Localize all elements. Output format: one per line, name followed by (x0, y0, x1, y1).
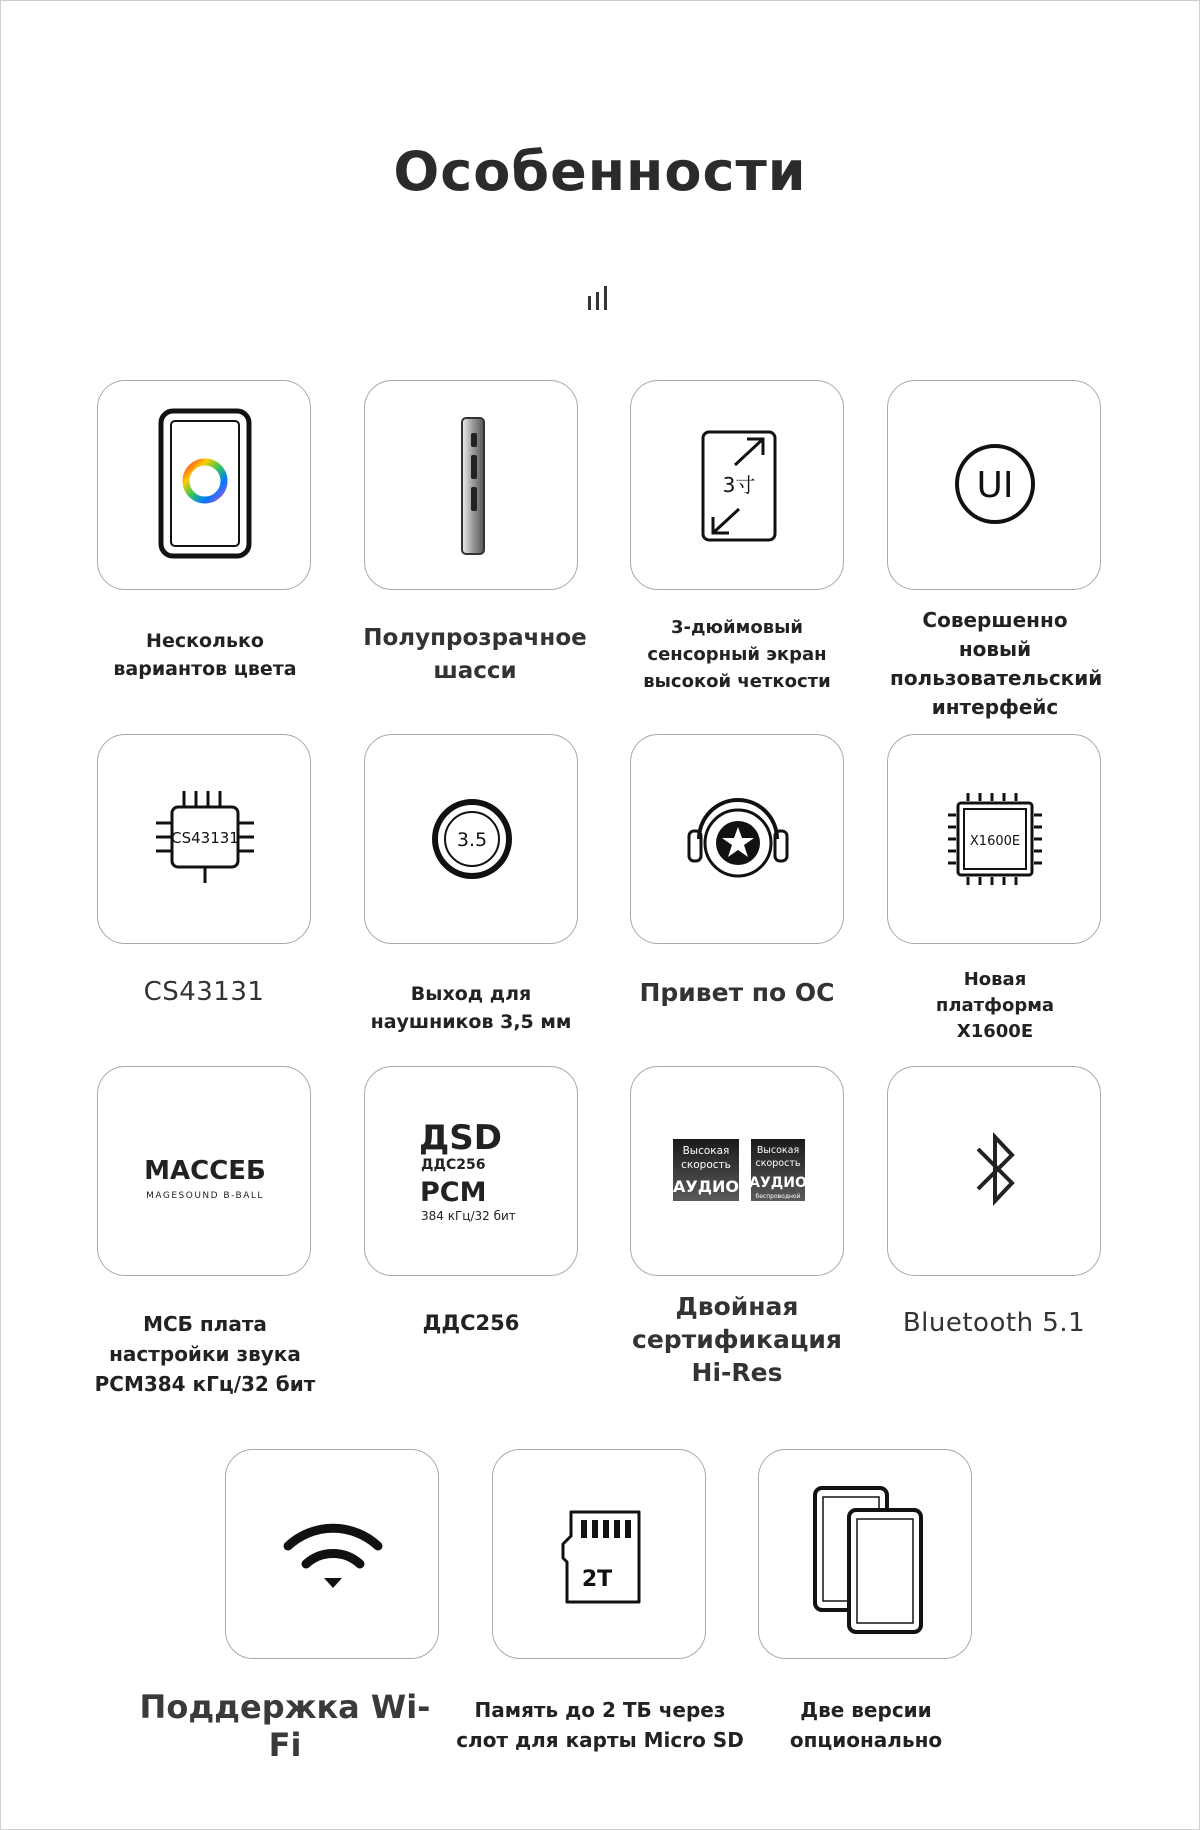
hires-badge-2-line2: скорость (755, 1158, 801, 1169)
feature-label-versions: Две версии опционально (789, 1698, 943, 1752)
chip-icon (98, 735, 312, 945)
hires-badge-2-audio: АУДИО (749, 1175, 807, 1191)
feature-card-ui (887, 380, 1101, 590)
feature-card-chassis (364, 380, 578, 590)
msb-logo-subtext: MAGESOUND B-BALL (146, 1191, 264, 1201)
feature-card-storage (492, 1449, 706, 1659)
feature-card-hires (630, 1066, 844, 1276)
feature-card-dac (97, 734, 311, 944)
sd-card-text: 2T (581, 1567, 613, 1592)
wifi-icon (226, 1450, 440, 1660)
msb-logo-icon (98, 1067, 312, 1277)
hires-badge-1-line1: Высокая (682, 1145, 730, 1157)
sd-card-icon (493, 1450, 707, 1660)
feature-label-msb: МСБ плата настройки звука PCM384 кГц/32 бит (94, 1312, 316, 1396)
feature-card-msb (97, 1066, 311, 1276)
two-devices-icon (759, 1450, 973, 1660)
feature-card-dsd (364, 1066, 578, 1276)
msb-logo-text: МАССЕБ (144, 1156, 266, 1186)
processor-icon (888, 735, 1102, 945)
ui-icon-text: UI (976, 465, 1014, 506)
feature-card-screen (630, 380, 844, 590)
hires-badges-icon (631, 1067, 845, 1277)
bluetooth-icon (888, 1067, 1102, 1277)
headphone-jack-icon (365, 735, 579, 945)
feature-card-platform (887, 734, 1101, 944)
feature-label-chassis: Полупрозрачное шасси (363, 625, 587, 684)
side-chassis-icon (365, 381, 579, 591)
feature-label-dac: CS43131 (143, 977, 265, 1007)
feature-label-hires: Двойная сертификация Hi-Res (632, 1292, 842, 1387)
spec-bars-icon (586, 286, 612, 310)
feature-label-storage: Память до 2 ТБ через слот для карты Micro SD (456, 1698, 744, 1752)
hires-badge-1-audio: АУДИО (673, 1177, 739, 1196)
hires-badge-1-line2: скорость (681, 1159, 731, 1171)
dsd-text: ДSD (419, 1118, 502, 1158)
screen-size-text: 3寸 (722, 473, 756, 497)
pcm-rate-text: 384 кГц/32 бит (421, 1209, 516, 1223)
chip-icon-text: CS43131 (171, 829, 239, 847)
ui-icon (888, 381, 1102, 591)
feature-label-screen: 3-дюймовый сенсорный экран высокой четкости (643, 617, 831, 692)
feature-card-colors (97, 380, 311, 590)
feature-card-versions (758, 1449, 972, 1659)
feature-label-os: Привет по ОС (639, 978, 835, 1007)
feature-card-wifi (225, 1449, 439, 1659)
feature-label-ui: Совершенно новый пользовательский интерфейс (890, 608, 1103, 719)
feature-label-colors: Несколько вариантов цвета (113, 630, 297, 680)
dsd-rate-text: ДДС256 (421, 1157, 486, 1173)
hires-badge-2-wireless: беспроводной (755, 1193, 801, 1200)
page-title: Особенности (393, 140, 807, 203)
dsd-pcm-icon (365, 1067, 579, 1277)
screen-size-icon (631, 381, 845, 591)
color-phone-icon (98, 381, 312, 591)
hires-badge-2-line1: Высокая (756, 1145, 800, 1156)
feature-card-jack (364, 734, 578, 944)
jack-icon-text: 3.5 (456, 829, 488, 851)
feature-label-jack: Выход для наушников 3,5 мм (370, 983, 572, 1033)
feature-label-platform: Новая платформа X1600E (935, 969, 1055, 1042)
feature-card-bluetooth (887, 1066, 1101, 1276)
headphone-star-icon (631, 735, 845, 945)
feature-label-dsd: ДДС256 (422, 1311, 520, 1335)
feature-card-os (630, 734, 844, 944)
feature-label-bluetooth: Bluetooth 5.1 (902, 1308, 1086, 1338)
processor-icon-text: X1600E (969, 834, 1021, 849)
pcm-text: PCM (420, 1177, 487, 1208)
feature-label-wifi: Поддержка Wi-Fi (139, 1688, 431, 1764)
